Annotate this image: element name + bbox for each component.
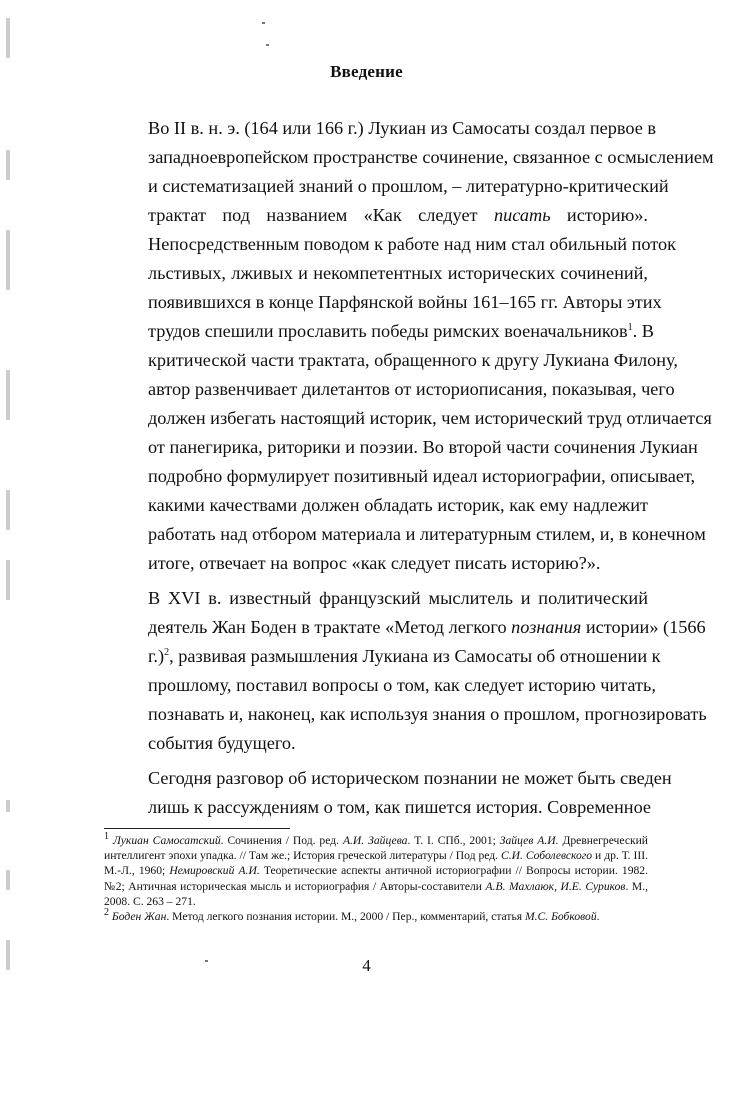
text-line: лишь к рассуждениям о том, как пишется история. Современное bbox=[148, 797, 652, 817]
text-segment: историю». bbox=[550, 205, 648, 225]
text-segment: , развивая размышления Лукиана из Самосаты об отношении к bbox=[169, 646, 661, 666]
footnote-italic-segment: Лукиан Самосатский bbox=[112, 834, 221, 847]
scan-margin-mark bbox=[6, 150, 10, 180]
scan-margin-mark bbox=[6, 560, 10, 600]
footnote-1 bbox=[104, 833, 648, 909]
scan-margin-mark bbox=[6, 800, 10, 812]
text-line-with-italic bbox=[104, 613, 706, 642]
footnote-divider bbox=[104, 828, 290, 829]
text-segment: г.) bbox=[148, 646, 165, 666]
text-line: критической части трактата, обращенного к другу Лукиана Филону, bbox=[148, 350, 678, 370]
footnote-segment: Древнегреческий интеллигент эпохи упадка. // Там же.; История греческой литературы / Под ред. bbox=[104, 834, 649, 863]
footnote-segment: . М., 2008. С. 263 – 271. bbox=[104, 879, 648, 908]
text-line: от панегирика, риторики и поэзии. Во второй части сочинения Лукиан bbox=[148, 437, 698, 457]
text-line: итоге, отвечает на вопрос «как следует писать историю?». bbox=[148, 553, 601, 573]
footnote-2 bbox=[104, 909, 648, 924]
text-line: Во II в. н. э. (164 или 166 г.) Лукиан из Самосаты создал первое в bbox=[148, 118, 657, 138]
text-segment: трактат под названием «Как следует bbox=[148, 205, 494, 225]
text-line: появившихся в конце Парфянской войны 161–165 гг. Авторы этих bbox=[148, 292, 662, 312]
text-segment: истории» (1566 bbox=[581, 617, 706, 637]
text-line: льстивых, лживых и некомпетентных исторических сочинений, bbox=[148, 263, 648, 283]
footnote-ref-1[interactable]: 1 bbox=[627, 321, 633, 333]
text-segment: деятель Жан Боден в трактате «Метод легкого bbox=[148, 617, 512, 637]
footnote-segment: . Т. I. СПб., 2001; bbox=[407, 834, 500, 847]
scan-speck bbox=[205, 960, 208, 962]
text-segment: трудов спешили прославить победы римских военачальников bbox=[148, 321, 628, 341]
text-line: В XVI в. известный французский мыслитель и политический bbox=[148, 588, 648, 608]
paragraph-1 bbox=[104, 114, 714, 578]
text-line: познавать и, наконец, как используя знания о прошлом, прогнозировать bbox=[148, 704, 707, 724]
text-line: Сегодня разговор об историческом познании не может быть сведен bbox=[148, 768, 672, 788]
text-line: автор развенчивает дилетантов от историописания, показывая, чего bbox=[148, 379, 675, 399]
italic-word: писать bbox=[493, 205, 551, 225]
footnote-italic-segment: Зайцев А.И. bbox=[499, 834, 559, 847]
text-line: и систематизацией знаний о прошлом, – литературно-критический bbox=[148, 176, 669, 196]
footnote-segment: . bbox=[596, 910, 600, 924]
scan-margin-mark bbox=[6, 940, 10, 970]
text-line: прошлому, поставил вопросы о том, как следует историю читать, bbox=[148, 675, 656, 695]
text-line: Непосредственным поводом к работе над ним стал обильный поток bbox=[148, 234, 677, 254]
page-title: Введение bbox=[330, 62, 403, 81]
text-segment: . В bbox=[632, 321, 654, 341]
scan-margin-mark bbox=[6, 370, 10, 420]
footnote-segment: Теоретические аспекты античной историографии // Вопросы истории. 1982. №2; Античная историческая мысль и историография / Авторы-составители bbox=[104, 864, 648, 893]
page-number: 4 bbox=[362, 956, 371, 975]
text-line-with-footnote bbox=[104, 317, 654, 346]
footnote-ref-2[interactable]: 2 bbox=[164, 646, 170, 658]
footnote-text bbox=[112, 910, 600, 923]
text-line: подробно формулирует позитивный идеал историографии, описывает, bbox=[148, 466, 696, 486]
scan-margin-mark bbox=[6, 18, 10, 58]
scan-speck bbox=[262, 22, 265, 24]
footnote-segment: . Сочинения / Под. ред. bbox=[220, 834, 343, 847]
footnote-text bbox=[104, 834, 648, 908]
text-line: должен избегать настоящий историк, чем исторический труд отличается bbox=[148, 408, 712, 428]
text-line: какими качествами должен обладать историк, как ему надлежит bbox=[148, 495, 648, 515]
footnote-italic-segment: М.С. Бобковой bbox=[524, 910, 597, 924]
text-line-with-italic bbox=[104, 201, 648, 230]
footnote-marker: 1 bbox=[104, 831, 109, 843]
scan-speck bbox=[266, 44, 269, 46]
footnote-segment: . Метод легкого познания истории. М., 2000 / Пер., комментарий, статья bbox=[166, 910, 525, 924]
footnote-italic-segment: Немировский А.И. bbox=[169, 864, 260, 878]
italic-word: познания bbox=[511, 617, 582, 637]
scan-margin-mark bbox=[6, 230, 10, 290]
paragraph-2 bbox=[104, 584, 707, 758]
text-line: события будущего. bbox=[148, 733, 296, 753]
text-line: работать над отбором материала и литературным стилем, и, в конечном bbox=[148, 524, 706, 544]
scan-margin-mark bbox=[6, 870, 10, 890]
footnote-italic-segment: Боден Жан bbox=[111, 910, 167, 924]
text-line: западноевропейском пространстве сочинение, связанное с осмыслением bbox=[148, 147, 714, 167]
footnotes bbox=[104, 833, 648, 924]
footnote-italic-segment: А.В. Махлаюк, И.Е. Суриков bbox=[485, 879, 626, 893]
footnote-italic-segment: А.И. Зайцева bbox=[342, 834, 408, 847]
footnote-italic-segment: С.И. Соболевского bbox=[500, 849, 593, 863]
body-text bbox=[104, 114, 714, 828]
scan-margin-mark bbox=[6, 490, 10, 530]
footnote-marker: 2 bbox=[104, 907, 109, 919]
footnote-segment: и др. Т. III. М.-Л., 1960; bbox=[104, 849, 648, 878]
text-line-with-footnote bbox=[104, 642, 661, 671]
paragraph-3 bbox=[104, 764, 672, 822]
